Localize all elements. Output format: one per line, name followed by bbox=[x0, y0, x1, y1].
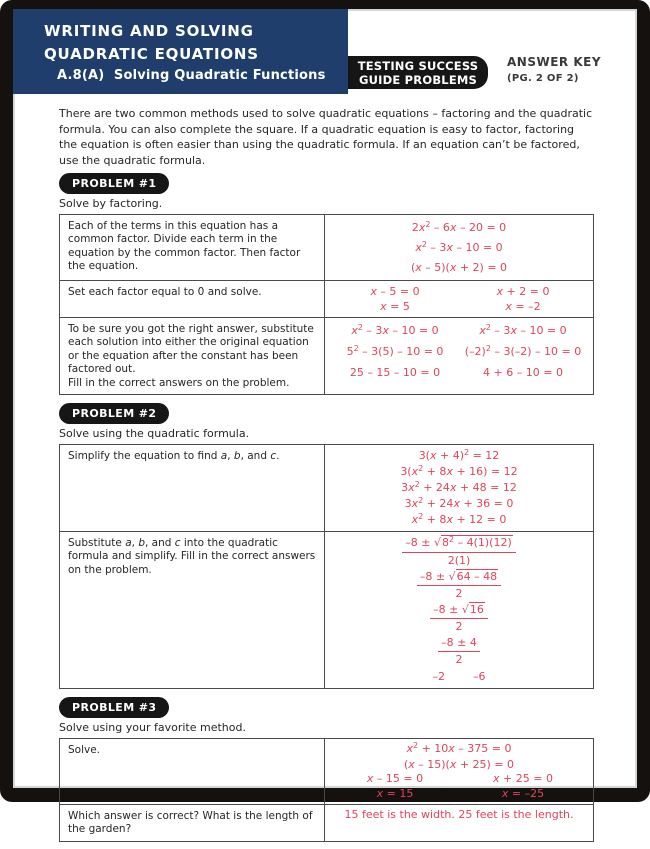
problem-3-badge: PROBLEM #3 bbox=[59, 697, 169, 718]
fraction-denominator: 2(1) bbox=[447, 554, 471, 568]
fraction-numerator: –8 ± √64 – 48 bbox=[417, 570, 501, 586]
standard-subtitle: A.8(A) Solving Quadratic Functions bbox=[57, 68, 326, 83]
fraction-denominator: 2 bbox=[455, 653, 463, 667]
table-row bbox=[60, 318, 594, 395]
problem-2-table bbox=[59, 444, 594, 689]
math-line: x = 5 bbox=[380, 300, 410, 313]
fraction-line bbox=[331, 636, 587, 667]
math-line: $x^2 + 8x + 12 = 0$ bbox=[411, 512, 507, 527]
answer-value: –6 bbox=[473, 670, 486, 684]
fraction-denominator: 2 bbox=[455, 587, 463, 601]
solution-column bbox=[459, 772, 587, 801]
testing-success-badge-line1: TESTING SUCCESS bbox=[357, 58, 479, 73]
fraction bbox=[417, 570, 501, 601]
math-line: $3x^2 + 24x + 48 = 12$ bbox=[401, 480, 517, 495]
instruction-cell: Set each factor equal to 0 and solve. bbox=[60, 281, 325, 318]
table-row bbox=[60, 215, 594, 281]
work-cell bbox=[325, 739, 594, 805]
fraction-numerator: –8 ± 4 bbox=[438, 636, 480, 652]
page-title-line1: WRITING AND SOLVING bbox=[44, 22, 254, 40]
math-line: 25 – 15 – 10 = 0 bbox=[349, 366, 441, 379]
math-line: x = –25 bbox=[501, 786, 545, 800]
problem-2-badge: PROBLEM #2 bbox=[59, 403, 169, 424]
fraction-denominator: 2 bbox=[455, 620, 463, 634]
instruction-cell: Each of the terms in this equation has a common factor. Divide each term in the equation by the common factor. Then factor the equation. bbox=[60, 215, 325, 281]
work-cell bbox=[325, 532, 594, 689]
solution-column bbox=[459, 321, 587, 383]
instruction-cell: To be sure you got the right answer, substitute each solution into either the original equation or the equation after the constant has been factored out. Fill in the correct answers on the problem. bbox=[60, 318, 325, 395]
math-line: x – 5 = 0 bbox=[370, 285, 420, 298]
solution-column bbox=[331, 772, 459, 801]
fraction-line bbox=[331, 570, 587, 601]
instruction-cell: Solve. bbox=[60, 739, 325, 805]
fraction bbox=[402, 536, 515, 568]
answer-key-block bbox=[507, 55, 601, 84]
math-line: x – 15 = 0 bbox=[366, 772, 424, 786]
answer-key-label: ANSWER KEY bbox=[507, 55, 602, 69]
instruction-cell: Simplify the equation to find a, b, and c. bbox=[60, 445, 325, 532]
solution-pair bbox=[331, 772, 587, 801]
title-banner bbox=[13, 9, 348, 94]
final-answers bbox=[331, 669, 587, 685]
math-line: x + 25 = 0 bbox=[493, 772, 553, 786]
table-row bbox=[60, 445, 594, 532]
table-row bbox=[60, 739, 594, 805]
answer-value: –2 bbox=[432, 670, 445, 684]
worksheet-content bbox=[59, 106, 594, 849]
solution-column bbox=[331, 321, 459, 383]
problem-3-instruction: Solve using your favorite method. bbox=[59, 721, 246, 735]
fraction-line bbox=[331, 536, 587, 568]
math-line: $2x^2 - 6x - 20 = 0$ bbox=[411, 220, 507, 234]
table-row bbox=[60, 281, 594, 318]
instruction-cell: Substitute a, b, and c into the quadratic formula and simplify. Fill in the correct answers on the problem. bbox=[60, 532, 325, 689]
work-cell bbox=[325, 215, 594, 281]
testing-success-badge-line2: GUIDE PROBLEMS bbox=[359, 72, 477, 87]
math-line: (x – 15)(x + 25) = 0 bbox=[403, 757, 515, 771]
fraction bbox=[430, 603, 488, 634]
math-line: x + 2 = 0 bbox=[496, 285, 550, 298]
math-line: $5^2 - 3(5) - 10 = 0$ bbox=[346, 344, 444, 358]
math-line: (x – 5)(x + 2) = 0 bbox=[410, 261, 508, 274]
math-line: $x^2 + 10x - 375 = 0$ bbox=[406, 741, 512, 756]
solution-column bbox=[331, 284, 459, 314]
problem-2-instruction: Solve using the quadratic formula. bbox=[59, 427, 250, 441]
fraction bbox=[438, 636, 480, 667]
solution-pair bbox=[331, 321, 587, 383]
work-cell bbox=[325, 318, 594, 395]
table-row bbox=[60, 805, 594, 842]
page-title-line2: QUADRATIC EQUATIONS bbox=[44, 45, 259, 63]
fraction-numerator: $-8 \pm √8^2 - 4(1)(12)$ bbox=[402, 536, 515, 553]
math-line: x = 15 bbox=[376, 786, 414, 800]
math-line: $x^2 - 3x - 10 = 0$ bbox=[415, 240, 503, 254]
page-number-label: (PG. 2 OF 2) bbox=[507, 73, 579, 84]
math-line: $3(x^2 + 8x + 16) = 12$ bbox=[400, 464, 518, 479]
work-cell bbox=[325, 281, 594, 318]
solution-column bbox=[459, 284, 587, 314]
fraction-line bbox=[331, 603, 587, 634]
math-line: $x^2 - 3x - 10 = 0$ bbox=[479, 323, 567, 337]
intro-paragraph: There are two common methods used to solve quadratic equations – factoring and the quadratic formula. You can also complete the square. If a quadratic equation is easy to factor, factoring the equation is often easier than using the quadratic formula. If an equation can’t be factored, use the quadratic formula. bbox=[59, 107, 593, 167]
problem-3-table bbox=[59, 738, 594, 842]
worksheet-page bbox=[13, 9, 637, 836]
solution-pair bbox=[331, 284, 587, 314]
testing-success-badge bbox=[348, 56, 488, 89]
fraction-numerator: –8 ± √16 bbox=[430, 603, 488, 619]
work-cell bbox=[325, 445, 594, 532]
math-line: 4 + 6 – 10 = 0 bbox=[483, 366, 563, 379]
problem-1-instruction: Solve by factoring. bbox=[59, 197, 163, 210]
problem-1-table bbox=[59, 214, 594, 395]
math-line: x = –2 bbox=[505, 300, 541, 313]
math-line: $x^2 - 3x - 10 = 0$ bbox=[351, 323, 439, 337]
table-row bbox=[60, 532, 594, 689]
math-line: $3(x + 4)^2 = 12$ bbox=[418, 448, 500, 463]
answer-cell: 15 feet is the width. 25 feet is the length. bbox=[325, 805, 594, 842]
math-line: $3x^2 + 24x + 36 = 0$ bbox=[404, 496, 514, 511]
instruction-cell: Which answer is correct? What is the length of the garden? bbox=[60, 805, 325, 842]
math-line: $(-2)^2 - 3(-2) - 10 = 0$ bbox=[464, 344, 582, 358]
problem-1-badge: PROBLEM #1 bbox=[59, 173, 169, 194]
